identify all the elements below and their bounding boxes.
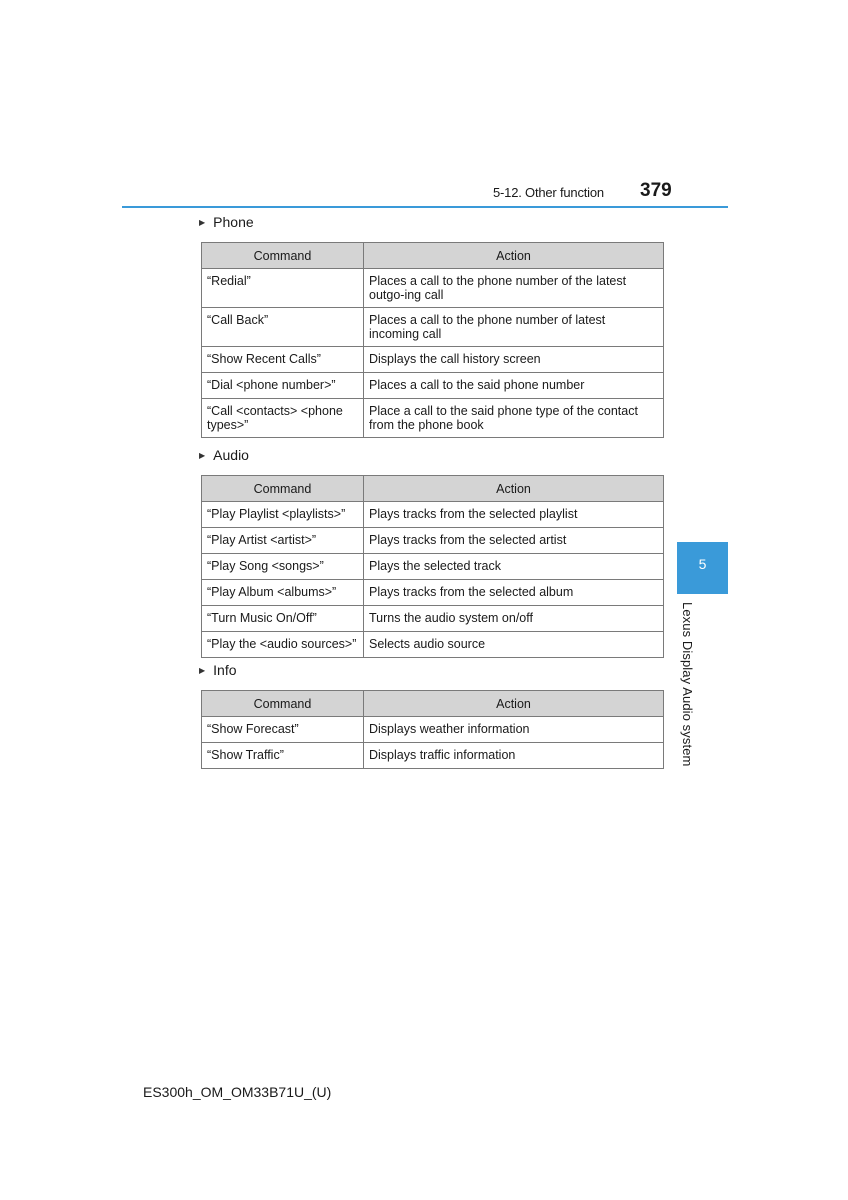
triangle-bullet-icon: ▶ (199, 217, 206, 227)
table-row (202, 743, 664, 769)
chapter-tab (677, 542, 728, 594)
table-header-row (202, 476, 664, 502)
action-cell: Plays tracks from the selected playlist (364, 502, 664, 528)
section-heading-info (199, 662, 237, 678)
audio-command-table (201, 475, 664, 658)
triangle-bullet-icon: ▶ (199, 450, 206, 460)
command-cell: “Call <contacts> <phone types>” (202, 399, 364, 438)
chapter-title: Lexus Display Audio system (680, 602, 695, 767)
command-cell: “Show Forecast” (202, 717, 364, 743)
section-heading-phone (199, 214, 254, 230)
chapter-number: 5 (698, 556, 707, 572)
action-cell: Selects audio source (364, 632, 664, 658)
section-heading-label: Audio (213, 447, 249, 463)
action-cell: Displays the call history screen (364, 347, 664, 373)
command-cell: “Play Album <albums>” (202, 580, 364, 606)
command-cell: “Play Artist <artist>” (202, 528, 364, 554)
column-header-action: Action (364, 243, 664, 269)
table-row (202, 347, 664, 373)
table-row (202, 308, 664, 347)
action-cell: Places a call to the phone number of the latest outgo-ing call (364, 269, 664, 308)
table-row (202, 580, 664, 606)
section-heading-label: Info (213, 662, 237, 678)
table-row (202, 399, 664, 438)
column-header-command: Command (202, 691, 364, 717)
command-cell: “Play Song <songs>” (202, 554, 364, 580)
column-header-command: Command (202, 243, 364, 269)
document-code: ES300h_OM_OM33B71U_(U) (143, 1084, 332, 1100)
table-row (202, 373, 664, 399)
command-cell: “Turn Music On/Off” (202, 606, 364, 632)
section-title: 5-12. Other function (493, 185, 604, 200)
table-row (202, 632, 664, 658)
command-cell: “Show Traffic” (202, 743, 364, 769)
phone-command-table (201, 242, 664, 438)
action-cell: Displays weather information (364, 717, 664, 743)
action-cell: Places a call to the phone number of latest incoming call (364, 308, 664, 347)
info-command-table (201, 690, 664, 769)
table-row (202, 269, 664, 308)
action-cell: Places a call to the said phone number (364, 373, 664, 399)
table-header-row (202, 243, 664, 269)
page-number: 379 (640, 180, 672, 201)
action-cell: Turns the audio system on/off (364, 606, 664, 632)
section-heading-audio (199, 447, 249, 463)
command-cell: “Play the <audio sources>” (202, 632, 364, 658)
command-cell: “Redial” (202, 269, 364, 308)
table-row (202, 606, 664, 632)
action-cell: Plays tracks from the selected album (364, 580, 664, 606)
action-cell: Place a call to the said phone type of the contact from the phone book (364, 399, 664, 438)
command-cell: “Play Playlist <playlists>” (202, 502, 364, 528)
table-row (202, 717, 664, 743)
section-heading-label: Phone (213, 214, 254, 230)
triangle-bullet-icon: ▶ (199, 665, 206, 675)
command-cell: “Call Back” (202, 308, 364, 347)
table-row (202, 528, 664, 554)
header-rule (122, 206, 728, 208)
command-cell: “Dial <phone number>” (202, 373, 364, 399)
column-header-action: Action (364, 476, 664, 502)
column-header-action: Action (364, 691, 664, 717)
action-cell: Plays the selected track (364, 554, 664, 580)
column-header-command: Command (202, 476, 364, 502)
action-cell: Displays traffic information (364, 743, 664, 769)
table-header-row (202, 691, 664, 717)
table-row (202, 554, 664, 580)
table-row (202, 502, 664, 528)
action-cell: Plays tracks from the selected artist (364, 528, 664, 554)
command-cell: “Show Recent Calls” (202, 347, 364, 373)
